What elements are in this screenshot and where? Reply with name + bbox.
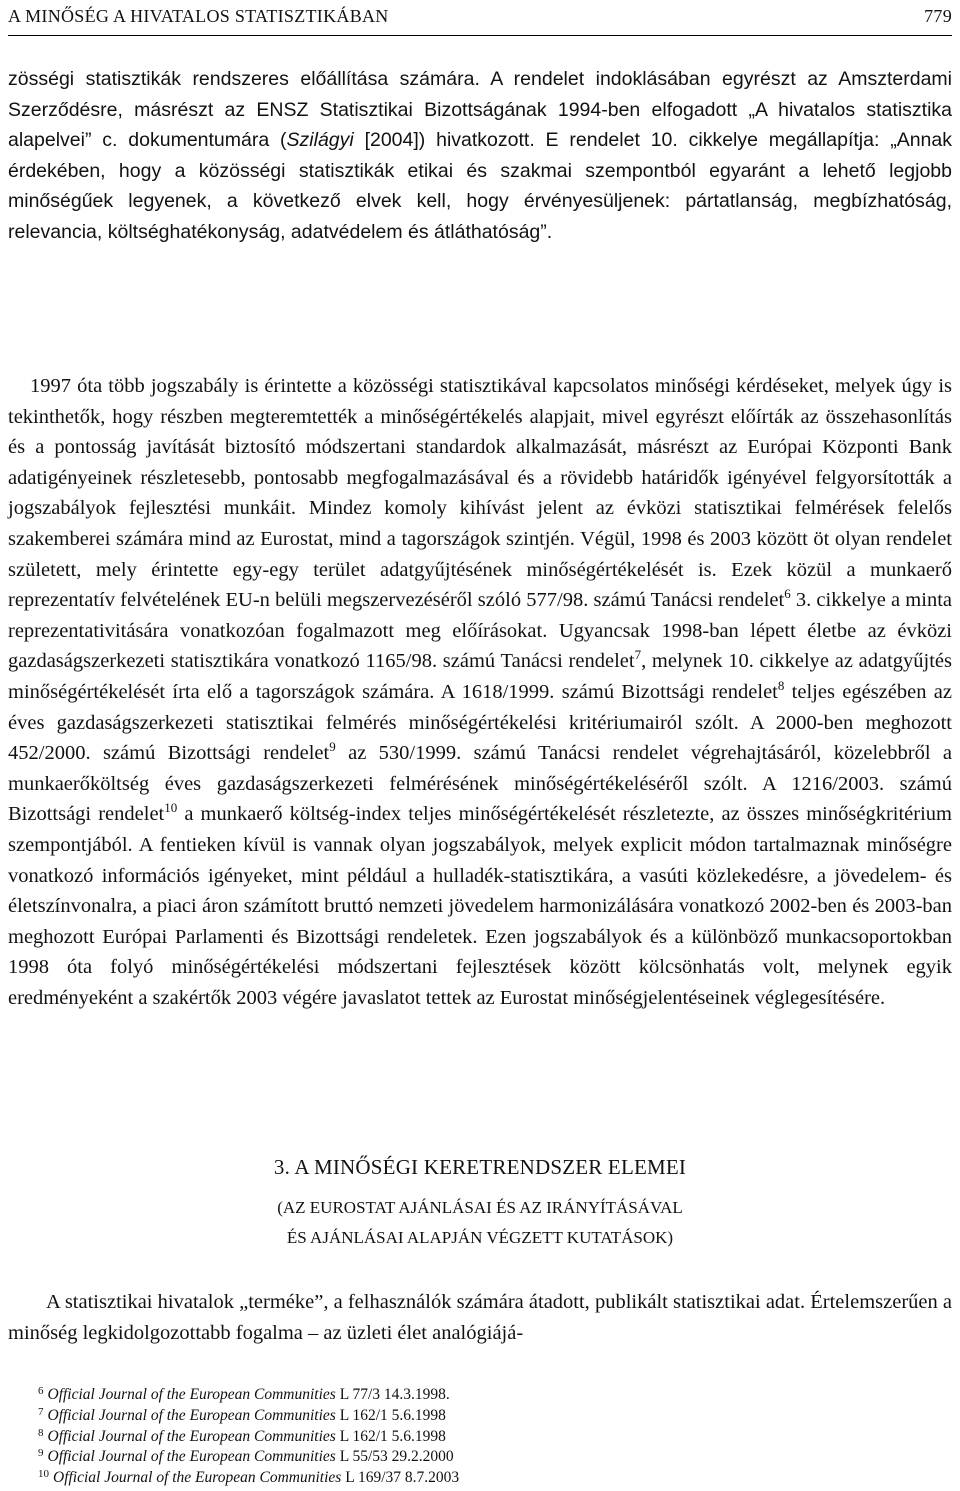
paragraph-2-text-b: 3. cikkelye a minta reprezentativitására vonatkozóan fogalmazott meg előírásokat. Ugyancsak 1998-ban lépett életbe az évközi gazdaságszerkezeti statisztikára vonatkozó 1165/98. számú Tanácsi rendelet	[8, 589, 952, 673]
paragraph-1-text-a: zösségi statisztikák rendszeres előállítása számára. A rendelet indoklásában egyrészt az Amszterdami Szerződésre, másrészt az ENSZ Statisztikai Bizottságának 1994-ben elfogadott „A hivatalos statisztika alapelvei” c. dokumentumára (	[8, 68, 952, 152]
paragraph-1-text-b: [2004]) hivatkozott. E rendelet 10. cikkelye megállapítja: „Annak érdekében, hogy a közösségi statisztikák etikai és szakmai szempontból egyaránt a lehető legjobb minőségűek legyenek, a következő elvek kell, hogy érvényesüljenek: pártatlanság, megbízhatóság, relevancia, költséghatékonyság, adatvédelem és átláthatóság”.	[8, 129, 952, 243]
footnote-reference: L 162/1 5.6.1998	[335, 1427, 446, 1445]
footnote-reference: L 169/37 8.7.2003	[341, 1469, 460, 1487]
footnote-number: 6	[38, 1385, 44, 1397]
paragraph-3: A statisztikai hivatalok „terméke”, a felhasználók számára átadott, publikált statisztikai adat. Értelemszerűen a minőség legkidolgozottabb fogalma – az üzleti élet analógiájá-	[8, 1291, 952, 1344]
paragraph-2-text-e: az 530/1999. számú Tanácsi rendelet végrehajtásáról, közelebbről a munkaerőköltség éves gazdaságszerkezeti felmérésének minőségértékeléséről szólt. A 1216/2003. számú Bizottsági rendelet	[8, 742, 953, 826]
footnote-ref-6[interactable]: 6	[784, 586, 791, 602]
footnote-number: 9	[38, 1447, 44, 1460]
footnote-number: 10	[38, 1468, 49, 1481]
footnote-journal: Official Journal of the European Communities	[53, 1469, 342, 1487]
running-header-title: A MINŐSÉG A HIVATALOS STATISZTIKÁBAN	[8, 6, 389, 26]
footnotes	[38, 1384, 938, 1488]
cited-author: Szilágyi	[286, 129, 354, 152]
footnote-number: 7	[38, 1405, 44, 1418]
paragraph-2-text-c: , melynek 10. cikkelye az adatgyűjtés minőségértékelését írta elő a tagországok számára. A 1618/1999. számú Bizottsági rendelet	[8, 650, 952, 703]
footnote-journal: Official Journal of the European Communities	[47, 1427, 336, 1445]
footnote-6	[38, 1384, 938, 1405]
running-header	[8, 6, 952, 30]
section-subheading-line-2: ÉS AJÁNLÁSAI ALAPJÁN VÉGZETT KUTATÁSOK)	[286, 1228, 674, 1247]
paragraph-2-text-d: teljes egészében az éves gazdaságszerkezeti statisztikai felmérés minőségértékelési kritériumairól szólt. A 2000-ben meghozott 452/2000. számú Bizottsági rendelet	[8, 680, 952, 765]
footnote-ref-8[interactable]: 8	[777, 678, 785, 694]
footnote-journal: Official Journal of the European Communities	[47, 1448, 336, 1466]
footnote-8	[38, 1426, 938, 1447]
section-subheading-line-1: (AZ EUROSTAT AJÁNLÁSAI ÉS AZ IRÁNYÍTÁSÁVAL	[277, 1198, 683, 1217]
footnote-7	[38, 1405, 938, 1426]
footnote-reference: L 55/53 29.2.2000	[335, 1448, 454, 1466]
footnote-journal: Official Journal of the European Communities	[47, 1386, 336, 1404]
footnote-ref-10[interactable]: 10	[164, 800, 178, 816]
paragraph-1	[8, 64, 952, 248]
footnote-journal: Official Journal of the European Communities	[47, 1406, 336, 1424]
footnote-10	[38, 1467, 938, 1488]
footnote-9	[38, 1446, 938, 1467]
section-heading: 3. A MINŐSÉGI KERETRENDSZER ELEMEI	[273, 1155, 687, 1179]
paragraph-2-text-f: a munkaerő költség-index teljes minőségértékelését részletezte, az összes minőségkritérium szempontjából. A fentieken kívül is vannak olyan jogszabályok, melyek explicit módon tartalmaznak minőségre vonatkozó információs igényeket, mint például a hulladék-statisztikára, a vasúti közlekedésre, a jövedelem- és életszínvonalra, a piaci áron számított bruttó nemzeti jövedelem harmonizálására vonatkozó 2002-ben és 2003-ban meghozott Európai Parlamenti és Bizottsági rendeletek. Ezen jogszabályok és a különböző munkacsoportokban 1998 óta folyó minőségértékelési módszertani fejlesztések között kölcsönhatás volt, melynek egyik eredményeként a szakértők 2003 végére javaslatot tettek az Eurostat minőségjelentéseinek véglegesítésére.	[8, 803, 952, 1009]
footnote-reference: L 162/1 5.6.1998	[335, 1406, 446, 1424]
footnote-reference: L 77/3 14.3.1998.	[335, 1386, 450, 1404]
header-divider	[8, 35, 952, 36]
footnote-ref-9[interactable]: 9	[329, 739, 336, 755]
paragraph-2-text-a: 1997 óta több jogszabály is érintette a közösségi statisztikával kapcsolatos minőségi kérdéseket, melyek úgy is tekinthetők, hogy részben megteremtették a minőségértékelés alapjait, mivel egyrészt előírták az összehasonlítás és a pontosság javítását biztosító módszertani standardok alkalmazását, másrészt az Európai Központi Bank adatigényeinek részletesebb, pontosabb megfogalmazásával és a rövidebb határidők igényével felgyorsították a jogszabályok fejlesztési munkáit. Mindez komoly kihívást jelent az évközi statisztikai felmérések felelős szakemberei számára mind az Eurostat, mind a tagországok szintjén. Végül, 1998 és 2003 között öt olyan rendelet született, mely érintette egy-egy terület adatgyűjtésének minőségértékelését is. Ezek közül a munkaerő reprezentatív felvételének EU-n belüli megszervezéséről szóló 577/98. számú Tanácsi rendelet	[8, 375, 952, 612]
footnote-ref-7[interactable]: 7	[634, 647, 642, 663]
footnote-number: 8	[38, 1426, 44, 1439]
page-number: 779	[924, 6, 952, 26]
paragraph-2	[8, 371, 952, 1013]
